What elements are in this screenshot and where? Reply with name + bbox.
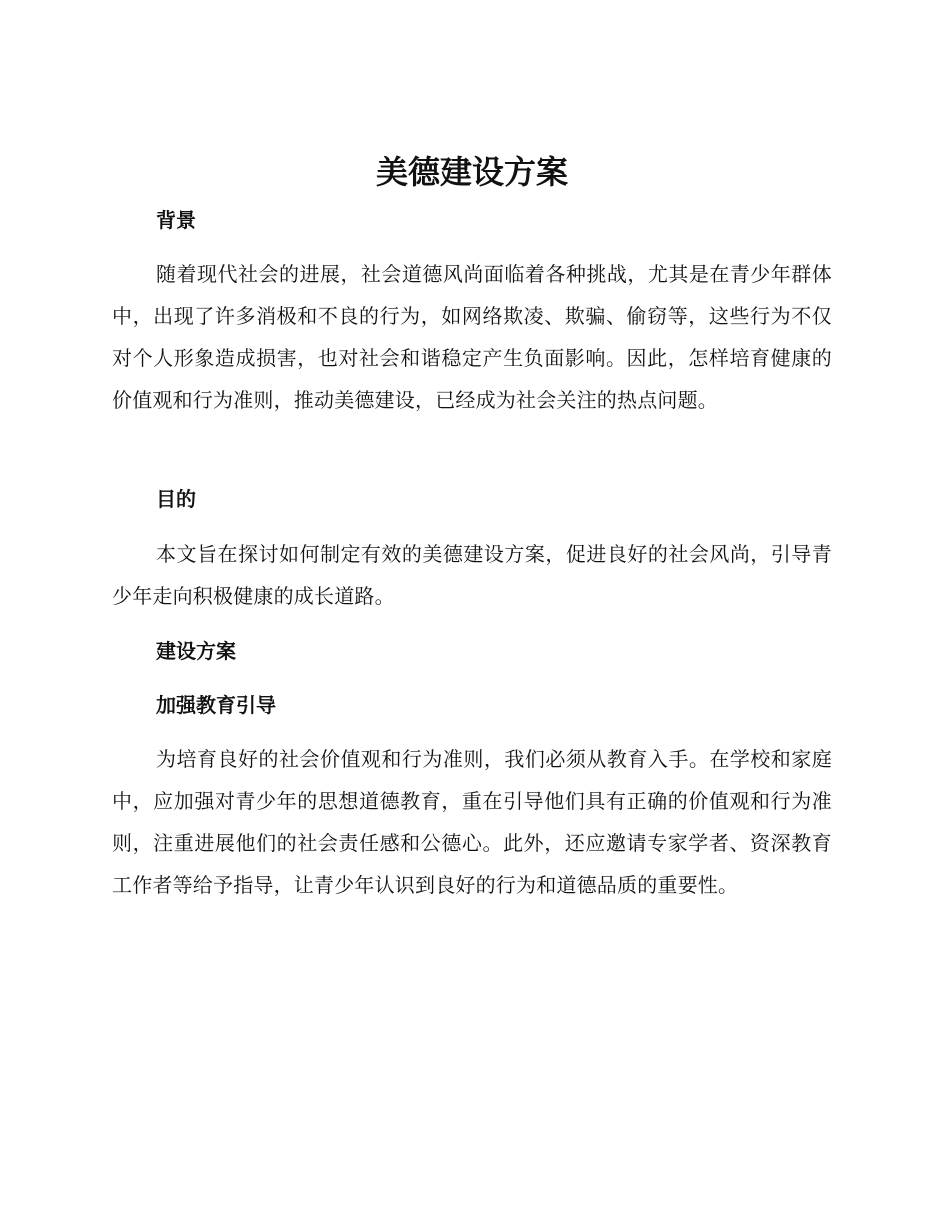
- section-heading-background: 背景: [156, 208, 196, 232]
- section-heading-plan: 建设方案: [156, 639, 236, 663]
- section-heading-education: 加强教育引导: [156, 693, 276, 717]
- paragraph-education: 为培育良好的社会价值观和行为准则，我们必须从教育入手。在学校和家庭中，应加强对青少年的思想道德教育，重在引导他们具有正确的价值观和行为准则，注重进展他们的社会责任感和公德心。此外，还应邀请专家学者、资深教育工作者等给予指导，让青少年认识到良好的行为和道德品质的重要性。: [112, 747, 832, 897]
- paragraph-purpose: 本文旨在探讨如何制定有效的美德建设方案，促进良好的社会风尚，引导青少年走向积极健康的成长道路。: [112, 542, 832, 608]
- section-heading-purpose: 目的: [156, 487, 196, 511]
- document-title: 美德建设方案: [375, 153, 568, 191]
- paragraph-background: 随着现代社会的进展，社会道德风尚面临着各种挑战，尤其是在青少年群体中，出现了许多消极和不良的行为，如网络欺凌、欺骗、偷窃等，这些行为不仅对个人形象造成损害，也对社会和谐稳定产生负面影响。因此，怎样培育健康的价值观和行为准则，推动美德建设，已经成为社会关注的热点问题。: [112, 262, 832, 412]
